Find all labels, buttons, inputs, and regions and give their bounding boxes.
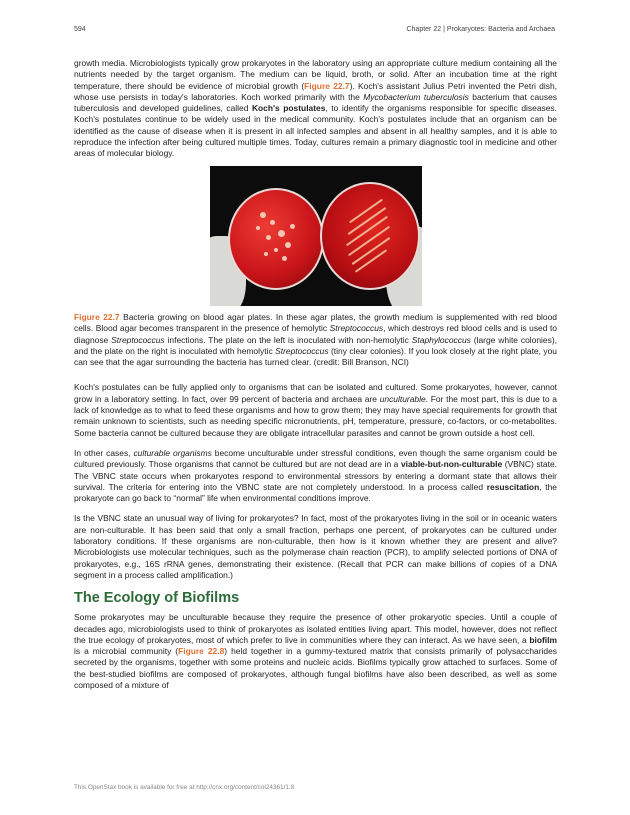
text-span: Bacteria growing on blood agar plates. In these agar plates, the growth medium is supplemented with red blood cells. Blood agar becomes transparent in the presence of hemolytic	[74, 311, 557, 334]
text-span: , which destroys red blood cells and is used to diagnose	[74, 323, 558, 345]
petri-dish-streptococcus	[320, 182, 420, 290]
italic-term: Streptococcus	[329, 323, 384, 334]
text-span: (VBNC) state. The VBNC state occurs when prokaryotes respond to environmental stressors by entering a dormant state that allows their survival. The criteria for entering into the VBNC state are not completely understood. In a process called	[74, 459, 557, 492]
colony	[270, 220, 275, 225]
paragraph-vbnc	[74, 448, 557, 504]
italic-term: unculturable	[379, 393, 426, 404]
chapter-header: Chapter 22 | Prokaryotes: Bacteria and Archaea	[406, 26, 555, 33]
italic-term: Streptococcus	[111, 334, 165, 345]
figure-caption	[74, 312, 557, 368]
text-span: , to identify the organisms responsible for specific diseases. Koch's postulates continue to be widely used in the medical community. Koch's postulates include that an organism can be identified as the cause of disease when it is present in all infected samples and absent in all healthy samples, and it is able to reproduce the infection after being cultured multiple times. Today, cultures remain a primary diagnostic tool in medicine and other areas of molecular biology.	[74, 103, 557, 159]
paragraph-biofilms	[74, 612, 557, 691]
petri-dish-staphylococcus	[228, 188, 324, 290]
colony	[282, 256, 287, 261]
text-span: is a microbial community (	[74, 646, 179, 657]
text-span: Some prokaryotes may be unculturable because they require the presence of other prokaryotic species. Until a couple of decades ago, microbiologists used to think of prokaryotes as isolated entities living apart. This model, however, does not reflect the true ecology of prokaryotes, most of which prefer to live in communities where they can interact. As we have seen, a	[74, 612, 557, 645]
italic-term: Streptococcus	[275, 345, 329, 356]
text-span: (tiny clear colonies). If you look closely at the right plate, you can see that the agar surrounding the bacteria has turned clear. (credit: Bill Branson, NCI)	[74, 345, 557, 368]
paragraph-culture-media	[74, 58, 557, 160]
italic-term: Mycobacterium tuberculosis	[363, 91, 469, 102]
colony	[256, 226, 260, 230]
figure-22-8-link[interactable]: Figure 22.8	[178, 646, 225, 657]
text-span: , the prokaryote can go back to “normal” life when environmental conditions improve.	[74, 481, 558, 504]
page-number: 594	[74, 26, 86, 33]
text-span: Koch's postulates can be fully applied only to organisms that can be isolated and cultured. Some prokaryotes, however, cannot grow in a laboratory setting. In fact, over 99 percent of bacteria and archaea are	[74, 382, 557, 404]
text-span: growth media. Microbiologists typically grow prokaryotes in the laboratory using an appropriate culture medium containing all the nutrients needed by the target organism. The medium can be liquid, broth, or solid. After an incubation time at the right temperature, there should be evidence of microbial growth (	[74, 58, 557, 91]
colony	[290, 224, 295, 229]
main-content	[74, 58, 557, 691]
key-term-vbnc: viable-but-non-culturable	[400, 459, 503, 470]
colony	[278, 230, 285, 237]
italic-term: Staphylococcus	[411, 334, 471, 345]
colony	[274, 248, 278, 252]
text-span: Is the VBNC state an unusual way of living for prokaryotes? In fact, most of the prokaryotes living in the soil or in oceanic waters are non-culturable. It has been said that only a small fraction, perhaps one percent, of prokaryotes can be cultured under laboratory conditions. If these organisms are non-culturable, then how is it known whether they are present and alive? Microbiologists use molecular techniques, such as the polymerase chain reaction (PCR), to amplify selected portions of DNA of prokaryotes, e.g., 16S rRNA genes, demonstrating their existence. (Recall that PCR can make billions of copies of a DNA segment in a process called amplification.)	[74, 513, 557, 580]
text-span: infections. The plate on the left is inoculated with non-hemolytic	[164, 334, 412, 345]
text-span: become unculturable under stressful conditions, even though the same organism could be cultured previously. Those organisms that cannot be cultured but are not dead are in a	[74, 447, 558, 470]
key-term-kochs-postulates: Koch's postulates	[251, 103, 326, 114]
figure-label: Figure 22.7	[74, 311, 120, 322]
text-span: ) held together in a gummy-textured matrix that consists primarily of polysaccharides secreted by the organisms, together with some proteins and nucleic acids. Biofilms typically grow attached to surfaces. Some of the best-studied biofilms are composed of prokaryotes, although fungal biofilms have also been described, as well as some composed of a mixture of	[74, 646, 557, 690]
key-term-biofilm: biofilm	[529, 634, 557, 645]
italic-term: culturable organisms	[133, 447, 212, 458]
text-span: (large white colonies), and the plate on the right is inoculated with hemolytic	[74, 334, 557, 356]
paragraph-unculturable	[74, 382, 557, 438]
colony	[285, 242, 291, 248]
text-span: ). Koch's assistant Julius Petri invented the Petri dish, whose use persists in today's laboratories. Koch worked primarily with the	[74, 80, 557, 102]
section-heading: The Ecology of Biofilms	[74, 590, 240, 607]
figure-22-7-link[interactable]: Figure 22.7	[304, 80, 350, 91]
blood-agar-plates-photo	[210, 166, 422, 306]
footer-license: This OpenStax book is available for free at http://cnx.org/content/col24361/1.8	[74, 784, 295, 791]
text-span: bacterium that causes tuberculosis and developed guidelines, called	[74, 91, 557, 114]
text-span: In other cases,	[74, 447, 134, 458]
paragraph-pcr	[74, 513, 557, 581]
key-term-resuscitation: resuscitation	[486, 481, 540, 492]
colony	[264, 252, 268, 256]
figure-22-7	[74, 166, 557, 309]
colony	[266, 235, 271, 240]
colony	[260, 212, 266, 218]
text-span: . For the most part, this is due to a lack of knowledge as to what to feed these organisms and how to grow them; they may have special requirements for growth that remain unknown to scientists, such as needing specific micronutrients, pH, temperature, pressure, co-factors, or co-metabolites. Some bacteria cannot be cultured because they are obligate intracellular parasites and cannot be grown outside a host cell.	[74, 393, 557, 438]
